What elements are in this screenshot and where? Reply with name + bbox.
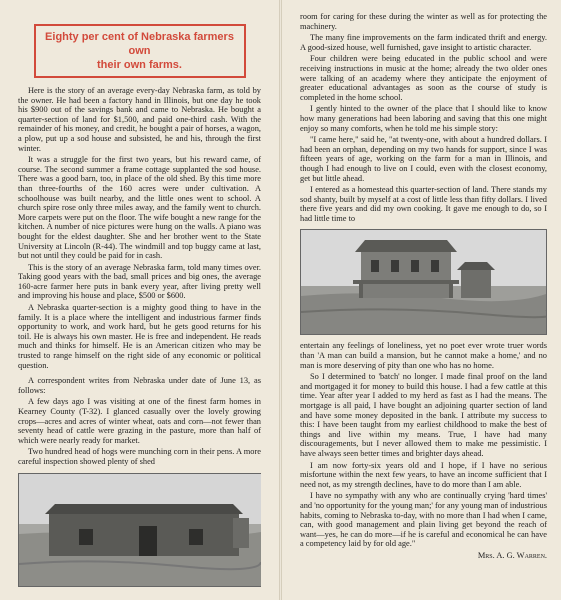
paragraph: Four children were being educated in the public school and were receiving instructions in music at the home; already the two older ones were talking of an academy where they anticipate the enjoyment of greater educational advantages as soon as the course of study is completed in the home school. <box>300 54 547 102</box>
paragraph: I gently hinted to the owner of the place that I should like to know how many generations had been laboring and saving that this one might enjoy so many comforts, when he told me his simple story: <box>300 104 547 133</box>
callout-box <box>34 24 246 78</box>
paragraph: A correspondent writes from Nebraska under date of June 13, as follows: <box>18 376 261 395</box>
sod-house-photo <box>18 473 261 587</box>
paragraph: Two hundred head of hogs were munching corn in their pens. A more careful inspection showed plenty of shed <box>18 447 261 466</box>
paragraph: "I came here," said he, "at twenty-one, with about a hundred dollars. I had been an orphan, depending on my two hands for support, since I was fifteen years of age, working on the farm for a man in Illinois, and though I had enough to live on I could, even with the closest economy, get but little ahead. <box>300 135 547 183</box>
paragraph: I have no sympathy with any who are continually crying 'hard times' and 'no opportunity for the young man;' for any young man of industrious habits, coming to Nebraska to-day, with no more than I had when I came, can, with good management and plain living get beyond the reach of want—yes, he can do more—if he is careful and economical he can have a competency laid by for old age." <box>300 491 547 549</box>
callout-line-2: their own farms. <box>97 59 182 71</box>
farmhouse-photo <box>300 229 547 335</box>
page-fold <box>279 0 282 600</box>
sod-house-illustration <box>19 474 261 586</box>
farmhouse-illustration <box>301 230 546 334</box>
paragraph: This is the story of an average Nebraska farm, told many times over. Taking good years with the bad, small prices and big ones, the average 160-acre farmer here puts in bank every year, after living pretty well and improving his house and place, $500 or $600. <box>18 262 261 301</box>
paragraph: Here is the story of an average every-day Nebraska farm, as told by the owner. He had been a factory hand in Illinois, but one day he took his $900 out of the savings bank and came to Nebraska. He bought a quarter-section of land for $1,500, and paid one-third cash. With the remainder of his money, and credit, he bought a pair of horses, a wagon, a plow, put up a sod house and subsisted, he and his, through the first winter. <box>18 86 261 153</box>
paragraph: The many fine improvements on the farm indicated thrift and energy. A good-sized house, well furnished, gave insight to artistic character. <box>300 33 547 52</box>
paragraph: It was a struggle for the first two years, but his reward came, of course. The second summer a frame cottage supplanted the sod house. There was a good barn, too, in place of the old shed. By this time more than three-fourths of the 160 acres were under cultivation. A schoolhouse was built nearby, and the little ones went to school. A church spire rose only three miles away, and the family went to church. More carpets were put on the floor. The wife bought a new range for the kitchen. A number of nice pictures were hung on the walls. A piano was bought for the eldest daughter. She and her brother went to the State University at Lincoln (R-44). The windmill and top buggy came at last, but not until they could be paid for in cash. <box>18 155 261 261</box>
paragraph: A few days ago I was visiting at one of the finest farm homes in Kearney County (T-32). I glanced casually over the lovely growing crops—acres and acres of winter wheat, oats and corn—not fewer than seventy head of cattle were grazing in the pasture, more than half of which were nearly ready for market. <box>18 397 261 445</box>
right-page <box>280 0 561 600</box>
paragraph: entertain any feelings of loneliness, yet no poet ever wrote truer words than 'A man can build a mansion, but he cannot make a home,' and no man is more deserving of pity than one who has no home. <box>300 341 547 370</box>
paragraph: I entered as a homestead this quarter-section of land. There stands my sod shanty, built by myself at a cost of little less than fifty dollars. I lived there five years and did my own cooking. It gave me enough to do, so I had little time to <box>300 185 547 223</box>
paragraph: I am now forty-six years old and I hope, if I have no serious misfortune within the next few years, to have an income sufficient that I need not, as my strength declines, have to do more than I am able. <box>300 460 547 489</box>
left-page <box>0 0 280 600</box>
paragraph: room for caring for these during the winter as well as for protecting the machinery. <box>300 12 547 31</box>
paragraph: So I determined to 'batch' no longer. I made final proof on the land and mortgaged it for money to build this house. I had a few cattle at this time. Year after year I added to my herd as fast as I had the means. The mortgage is all paid, I have bought an adjoining quarter section of land and have some money deposited in the bank. I attribute my success to this: I have been taught from my earliest childhood to make the best of things and live within my means. True, I have had many discouragements, but I never allowed them to make me pessimistic. I have always seen better times and brighter days ahead. <box>300 372 547 458</box>
paragraph: A Nebraska quarter-section is a mighty good thing to have in the family. It is a place where the intelligent and industrious farmer finds opportunity to work, and work hard, but he gets good returns for his toil. He is always his own master. He is free and independent. He reads much and thinks for himself. He is an American citizen who may be trusted to range himself on the right side of any economic or political question. <box>18 303 261 370</box>
callout-line-1: Eighty per cent of Nebraska farmers own <box>45 31 234 57</box>
signature: Mrs. A. G. Warren. <box>477 550 547 560</box>
